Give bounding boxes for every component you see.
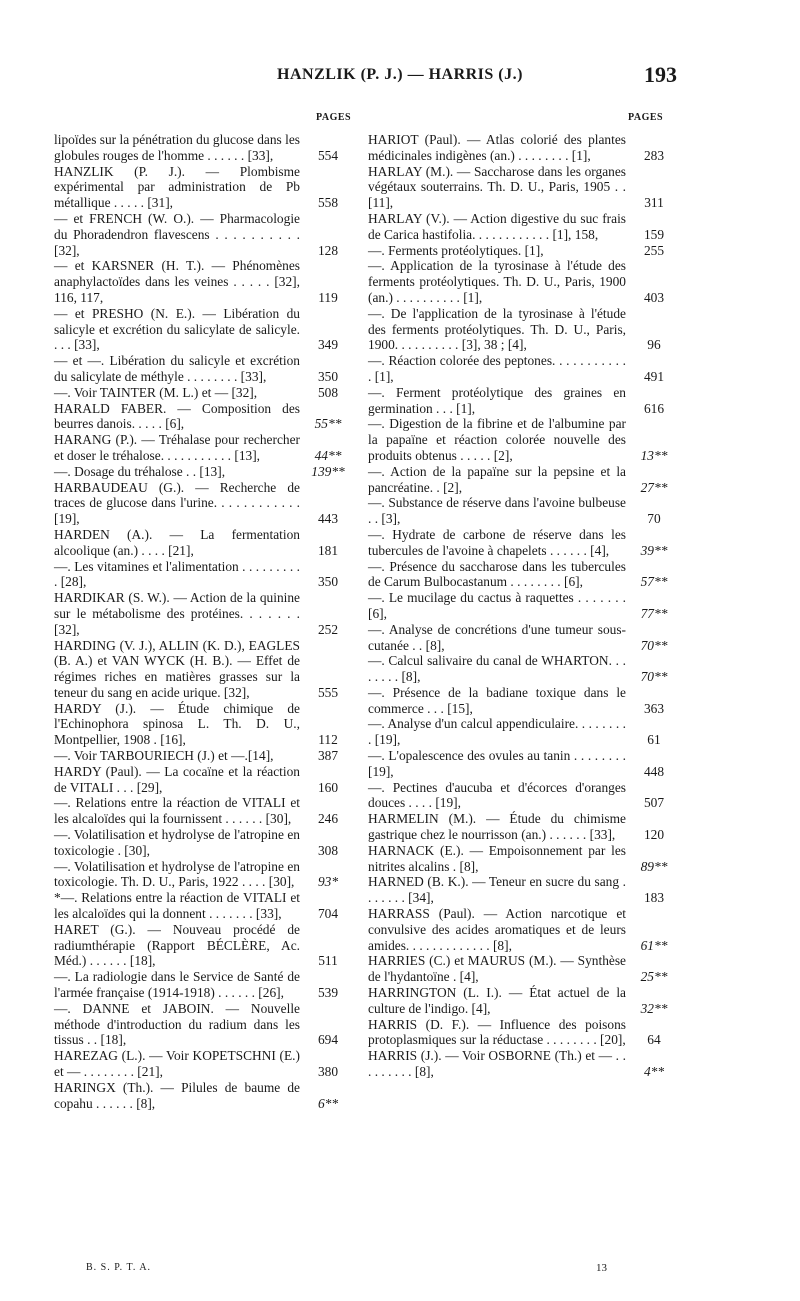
entry-text: —. L'opalescence des ovules au tanin . . . . . . . . [19], [368,748,626,779]
entry-page-ref: 160 [317,779,339,795]
index-entry [54,559,352,591]
entry-text: —. DANNE et JABOIN. — Nouvelle méthode d'introduction du radium dans les tissus . . [18], [54,1000,300,1048]
entry-page-ref: 44** [314,447,342,463]
entry-text: — et PRESHO (N. E.). — Libération du salicyle et excrétion du salicylate de salicyle. . . . [33], [54,305,300,353]
entry-page-ref: 139** [311,463,345,479]
entry-page-ref: 39** [640,542,668,558]
entry-text: —. Présence de la badiane toxique dans le commerce . . . [15], [368,684,626,716]
entry-page-ref: 403 [643,289,665,305]
entry-page-ref: 283 [643,147,665,163]
index-entry [368,353,678,385]
index-entry [54,1080,352,1112]
entry-page-ref: 77** [640,605,668,621]
entry-page-ref: 89** [640,858,668,874]
index-entry [368,464,678,496]
index-entry [368,953,678,985]
entry-page-ref: 57** [640,574,668,590]
entry-page-ref: 61 [647,732,661,748]
entry-text: HARLAY (V.). — Action digestive du suc frais de Carica hastifolia. . . . . . . . . . . . [1], 158, [368,210,626,242]
entry-page-ref: 183 [643,890,665,906]
index-entry [54,638,352,701]
entry-text: HARDEN (A.). — La fermentation alcoolique (an.) . . . . [21], [54,526,300,558]
index-entry [54,464,352,480]
entry-page-ref: 554 [317,147,339,163]
index-entry [368,258,678,305]
index-entry [54,764,352,796]
entry-text: —. Action de la papaïne sur la pepsine et la pancréatine. . [2], [368,463,626,495]
index-entry [368,1048,678,1080]
entry-text: HANZLIK (P. J.). — Plombisme expérimental par administration de Pb métallique . . . . . [31], [54,163,300,211]
entry-page-ref: 93* [317,874,339,890]
entry-text: —. Calcul salivaire du canal de WHARTON. . . . . . . . [8], [368,653,626,685]
index-entries-left [54,132,352,1111]
index-entry [54,432,352,464]
index-entry [368,132,678,164]
entry-text: — et —. Libération du salicyle et excrétion du salicylate de méthyle . . . . . . . . [33], [54,353,300,384]
index-entry [54,385,352,401]
entry-page-ref: 308 [317,842,339,858]
entry-page-ref: 6** [317,1095,339,1111]
index-entry [368,906,678,953]
entry-text: HARDY (J.). — Étude chimique de l'Echinophora spinosa L. Th. D. U., Montpellier, 1908 . [16], [54,700,300,748]
entry-page-ref: 159 [643,226,665,242]
entry-page-ref: 70** [640,637,668,653]
entry-page-ref: 13** [640,447,668,463]
index-entry [54,969,352,1001]
index-entry [54,401,352,433]
entry-text: HARRIS (D. F.). — Influence des poisons protoplasmiques sur la réductase . . . . . . . . [20], [368,1016,626,1048]
entry-page-ref: 507 [643,795,665,811]
index-entry [368,211,678,243]
entry-text: HARNACK (E.). — Empoisonnement par les nitrites alcalins . [8], [368,842,626,874]
entry-page-ref: 128 [317,242,339,258]
entry-page-ref: 350 [317,574,339,590]
entry-text: HARRASS (Paul). — Action narcotique et convulsive des acides aromatiques et de leurs amides. . . . . . . . . . . . . [8], [368,906,626,953]
index-entry [54,164,352,211]
index-entry [368,622,678,654]
footer-signature-number: 13 [596,1262,607,1274]
entry-page-ref: 350 [317,368,339,384]
index-entry [368,243,678,259]
entry-text: —. Substance de réserve dans l'avoine bulbeuse . . [3], [368,495,626,527]
entry-text: HARDY (Paul). — La cocaïne et la réaction de VITALI . . . [29], [54,763,300,795]
pages-column-label: PAGES [628,112,664,123]
entry-text: —. La radiologie dans le Service de Santé de l'armée française (1914-1918) . . . . . . [26], [54,969,300,1001]
entry-page-ref: 112 [318,732,338,748]
entry-page-ref: 96 [647,337,661,353]
entry-page-ref: 252 [317,621,339,637]
entry-text: —. Ferment protéolytique des graines en germination . . . [1], [368,384,626,416]
entry-page-ref: 694 [317,1032,339,1048]
index-entry [54,890,352,922]
index-entries-right [368,132,678,1080]
index-entry [368,843,678,875]
entry-page-ref: 511 [318,953,338,969]
index-entry [368,527,678,559]
entry-text: —. Digestion de la fibrine et de l'albumine par la papaïne et réaction colorée nouvelle des produits obtenus . . . . . [2], [368,416,626,463]
entry-page-ref: 32** [640,1000,668,1016]
index-entry [368,685,678,717]
entry-text: HARET (G.). — Nouveau procédé de radiumthérapie (Rapport BÉCLÈRE, Ac. Méd.) . . . . . . [18], [54,921,300,969]
entry-page-ref: 181 [317,542,339,558]
footer-journal-abbrev: B. S. P. T. A. [86,1262,152,1273]
entry-text: — et KARSNER (H. T.). — Phénomènes anaphylactoïdes dans les veines . . . . . [32], 116, 117, [54,258,300,305]
entry-text: HARRINGTON (L. I.). — État actuel de la culture de l'indigo. [4], [368,985,626,1016]
page-number: 193 [644,62,677,87]
index-entry [54,859,352,891]
entry-page-ref: 555 [317,684,339,700]
entry-page-ref: 255 [643,242,665,258]
entry-page-ref: 70** [640,669,668,685]
entry-page-ref: 616 [643,400,665,416]
entry-text: —. Ferments protéolytiques. [1], [368,242,544,258]
index-entry [54,748,352,764]
entry-page-ref: 246 [317,811,339,827]
entry-page-ref: 349 [317,337,339,353]
index-entry [368,306,678,353]
entry-text: HARINGX (Th.). — Pilules de baume de copahu . . . . . . [8], [54,1079,300,1111]
entry-page-ref: 61** [640,937,668,953]
entry-page-ref: 25** [640,969,668,985]
entry-text: HARRIES (C.) et MAURUS (M.). — Synthèse de l'hydantoïne . [4], [368,953,626,985]
index-entry [54,211,352,258]
entry-text: *—. Relations entre la réaction de VITALI et les alcaloïdes qui la donnent . . . . . . . [33], [54,890,300,922]
entry-page-ref: 380 [317,1064,339,1080]
index-entry [54,590,352,637]
entry-page-ref: 539 [317,985,339,1001]
index-entry [54,1048,352,1080]
entry-text: —. Voir TAINTER (M. L.) et — [32], [54,384,258,400]
index-entry [54,306,352,353]
index-entry [368,653,678,685]
entry-text: —. Application de la tyrosinase à l'étude des ferments protéolytiques. Th. D. U., Paris, 1900 (an.) . . . . . . . . . . [1], [368,258,626,305]
entry-text: HARMELIN (M.). — Étude du chimisme gastrique chez le nourrisson (an.) . . . . . . [33], [368,811,626,843]
page-header [0,62,800,92]
entry-page-ref: 448 [643,763,665,779]
entry-text: — et FRENCH (W. O.). — Pharmacologie du Phoradendron flavescens . . . . . . . . . . [32], [54,210,300,258]
entry-text: —. Le mucilage du cactus à raquettes . . . . . . . [6], [368,590,626,621]
entry-text: HARANG (P.). — Tréhalase pour rechercher et doser le tréhalose. . . . . . . . . . . [13], [54,432,300,463]
entry-text: —. Réaction colorée des peptones. . . . . . . . . . . . [1], [368,353,626,384]
entry-text: HARBAUDEAU (G.). — Recherche de traces de glucose dans l'urine. . . . . . . . . . . . [19], [54,479,300,527]
index-entry [368,590,678,622]
entry-text: —. Hydrate de carbone de réserve dans les tubercules de l'avoine à chapelets . . . . . . [4], [368,526,626,558]
entry-page-ref: 558 [317,195,339,211]
entry-text: —. Présence du saccharose dans les tubercules de Carum Bulbocastanum . . . . . . . . [6], [368,558,626,590]
index-entry [368,748,678,780]
entry-text: HARNED (B. K.). — Teneur en sucre du sang . . . . . . . [34], [368,874,626,906]
entry-text: —. Volatilisation et hydrolyse de l'atropine en toxicologie. Th. D. U., Paris, 1922 . . . . [30], [54,858,300,890]
index-entry [54,701,352,748]
index-entry [368,811,678,843]
index-entry [368,985,678,1017]
entry-text: —. Relations entre la réaction de VITALI et les alcaloïdes qui la fournissent . . . . . . [30], [54,795,300,827]
entry-text: —. Voir TARBOURIECH (J.) et —.[14], [54,748,274,764]
entry-text: HARALD FABER. — Composition des beurres danois. . . . . [6], [54,400,300,432]
index-entry [54,827,352,859]
entry-text: HARDING (V. J.), ALLIN (K. D.), EAGLES (B. A.) et VAN WYCK (H. B.). — Effet de régimes riches en matières grasses sur la teneur du sang en acide urique. [32], [54,637,300,700]
entry-text: —. Analyse de concrétions d'une tumeur sous-cutanée . . [8], [368,621,626,653]
index-entry [368,874,678,906]
index-entry [368,385,678,417]
index-entry [54,132,352,164]
index-entry [54,353,352,385]
entry-page-ref: 55** [314,416,342,432]
entry-page-ref: 4** [643,1064,665,1080]
pages-column-label: PAGES [316,112,352,123]
entry-text: —. Pectines d'aucuba et d'écorces d'oranges douces . . . . [19], [368,779,626,811]
entry-text: —. De l'application de la tyrosinase à l'étude des ferments protéolytiques. Th. D. U., Paris, 1900. . . . . . . . . . [3], 38 ; [4], [368,305,626,353]
index-entry [368,164,678,211]
entry-page-ref: 119 [318,289,338,305]
index-entry [54,480,352,527]
entry-page-ref: 508 [317,384,339,400]
entry-text: HARRIS (J.). — Voir OSBORNE (Th.) et — . . . . . . . . . [8], [368,1048,626,1080]
index-entry [368,1017,678,1049]
entry-page-ref: 387 [317,748,339,764]
running-title: HANZLIK (P. J.) — HARRIS (J.) [277,66,523,83]
entry-page-ref: 64 [647,1032,661,1048]
entry-page-ref: 311 [644,195,664,211]
entry-text: —. Analyse d'un calcul appendiculaire. . . . . . . . . [19], [368,716,626,748]
entry-text: lipoïdes sur la pénétration du glucose dans les globules rouges de l'homme . . . . . . [33], [54,132,300,163]
index-entry [368,416,678,463]
index-entry [54,922,352,969]
entry-text: —. Dosage du tréhalose . . [13], [54,463,226,479]
entry-text: HAREZAG (L.). — Voir KOPETSCHNI (E.) et — . . . . . . . . [21], [54,1048,300,1080]
entry-page-ref: 363 [643,700,665,716]
entry-text: HARIOT (Paul). — Atlas colorié des plantes médicinales indigènes (an.) . . . . . . . . [1], [368,132,626,163]
entry-page-ref: 491 [643,368,665,384]
index-entry [368,716,678,748]
entry-page-ref: 120 [643,827,665,843]
index-entry [54,258,352,305]
index-entry [54,527,352,559]
index-entry [368,495,678,527]
entry-page-ref: 70 [647,511,661,527]
index-entry [54,795,352,827]
entry-text: HARLAY (M.). — Saccharose dans les organes végétaux souterrains. Th. D. U., Paris, 1905 . . [11], [368,163,626,211]
entry-page-ref: 704 [317,906,339,922]
entry-text: HARDIKAR (S. W.). — Action de la quinine sur le métabolisme des protéines. . . . . . . [32], [54,590,300,637]
entry-page-ref: 443 [317,511,339,527]
entry-page-ref: 27** [640,479,668,495]
index-entry [54,1001,352,1048]
index-entry [368,780,678,812]
index-entry [368,559,678,591]
entry-text: —. Volatilisation et hydrolyse de l'atropine en toxicologie . [30], [54,827,300,858]
entry-text: —. Les vitamines et l'alimentation . . . . . . . . . . [28], [54,558,300,590]
